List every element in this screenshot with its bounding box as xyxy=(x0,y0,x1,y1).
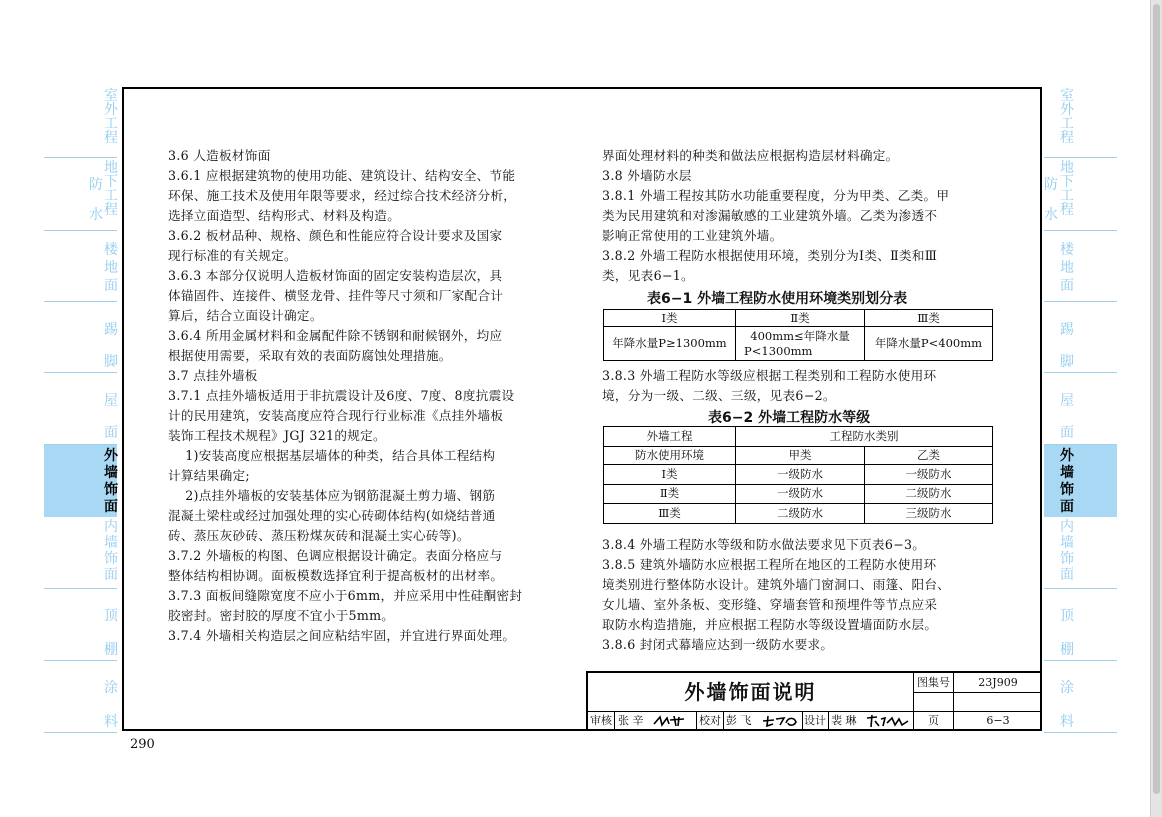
right-text-bottom xyxy=(602,535,1000,655)
text-line: 环保、施工技术及使用年限等要求，经过综合技术经济分析， xyxy=(168,188,517,203)
left-tab-roof[interactable]: 屋面 xyxy=(44,373,117,445)
right-text-column xyxy=(602,146,1000,286)
page-value: 6−3 xyxy=(986,714,1010,727)
right-text-middle xyxy=(602,366,1000,406)
table-cell: 年降水量P≥1300mm xyxy=(604,327,736,361)
table-6-1 xyxy=(603,309,993,361)
table-6-1-title: 表6−1 外墙工程防水使用环境类别划分表 xyxy=(647,291,908,307)
text-line: 3.6 人造板材饰面 xyxy=(168,148,271,163)
right-tab-exterior-works[interactable]: 室外工程 xyxy=(1044,88,1117,158)
text-line: 类为民用建筑和对渗漏敏感的工业建筑外墙。乙类为渗透不 xyxy=(602,208,938,223)
text-line: 影响正常使用的工业建筑外墙。 xyxy=(602,228,783,243)
text-line: 算后，结合立面设计确定。 xyxy=(168,308,323,323)
left-tab-underground-works[interactable]: 防水 地下工程 xyxy=(44,158,117,231)
text-line: 境，分为一级、二级、三级，见表6−2。 xyxy=(602,388,836,403)
text-line: 3.7.2 外墙板的构图、色调应根据设计确定。表面分格应与 xyxy=(168,548,503,563)
left-tab-exterior-wall-finish[interactable]: 外墙饰面 xyxy=(44,445,117,517)
text-line: 2)点挂外墙板的安装基体应为钢筋混凝土剪力墙、钢筋 xyxy=(168,488,496,503)
right-tab-skirting[interactable]: 踢脚 xyxy=(1044,302,1117,373)
left-tab-skirting[interactable]: 踢脚 xyxy=(44,302,117,373)
text-line: 计的民用建筑，安装高度应符合现行行业标准《点挂外墙板 xyxy=(168,408,504,423)
table-header-cell: Ⅱ类 xyxy=(736,310,865,327)
text-line: 装饰工程技术规程》JGJ 321的规定。 xyxy=(168,428,386,443)
reviewer-name: 张 辛 xyxy=(618,714,644,727)
text-line: 1)安装高度应根据基层墙体的种类，结合具体工程结构 xyxy=(168,448,496,463)
table-6-2-title: 表6−2 外墙工程防水等级 xyxy=(708,410,871,426)
table-header-cell: 乙类 xyxy=(865,447,993,465)
table-cell: Ⅲ类 xyxy=(604,504,736,524)
text-line: 3.7.1 点挂外墙板适用于非抗震设计及6度、7度、8度抗震设 xyxy=(168,388,515,403)
text-line: 体锚固件、连接件、横竖龙骨、挂件等尺寸须和厂家配合计 xyxy=(168,288,504,303)
text-line: 胶密封。密封胶的厚度不宜小于5mm。 xyxy=(168,608,395,623)
table-cell: 一级防水 xyxy=(736,484,865,504)
text-line: 3.6.2 板材品种、规格、颜色和性能应符合设计要求及国家 xyxy=(168,228,503,243)
text-line: 3.6.1 应根据建筑物的使用功能、建筑设计、结构安全、节能 xyxy=(168,168,516,183)
text-line: 混凝土梁柱或经过加强处理的实心砖砌体结构(如烧结普通 xyxy=(168,508,496,523)
text-line: 根据使用需要，采取有效的表面防腐蚀处理措施。 xyxy=(168,348,452,363)
text-line: 选择立面造型、结构形式、材料及构造。 xyxy=(168,208,401,223)
table-header-cell: 防水使用环境 xyxy=(604,447,736,465)
drawing-title: 外墙饰面说明 xyxy=(588,673,914,712)
text-line: 3.7 点挂外墙板 xyxy=(168,368,258,383)
text-line: 3.8.6 封闭式幕墙应达到一级防水要求。 xyxy=(602,637,834,652)
left-text-column xyxy=(168,146,588,646)
designer-signature xyxy=(865,714,911,729)
text-line: 砖、蒸压灰砂砖、蒸压粉煤灰砖和混凝土实心砖等)。 xyxy=(168,528,470,543)
right-tab-exterior-wall-finish[interactable]: 外墙饰面 xyxy=(1044,445,1117,517)
scrollbar-thumb[interactable] xyxy=(1153,4,1160,794)
blank-cell xyxy=(954,693,1042,712)
page-number: 290 xyxy=(130,737,155,752)
design-label: 设计 xyxy=(804,714,826,727)
table-cell: 三级防水 xyxy=(865,504,993,524)
text-line: 境类别进行整体防水设计。建筑外墙门窗洞口、雨篷、阳台、 xyxy=(602,577,951,592)
text-line: 3.8.1 外墙工程按其防水功能重要程度，分为甲类、乙类。甲 xyxy=(602,188,950,203)
right-tab-floor[interactable]: 楼地面 xyxy=(1044,231,1117,302)
left-tab-coating[interactable]: 涂料 xyxy=(44,661,117,733)
table-6-2 xyxy=(603,426,993,524)
text-line: 3.8.2 外墙工程防水根据使用环境，类别分为Ⅰ类、Ⅱ类和Ⅲ xyxy=(602,248,938,263)
table-cell: 二级防水 xyxy=(865,484,993,504)
text-line: 3.7.3 面板间缝隙宽度不应小于6mm，并应采用中性硅酮密封 xyxy=(168,588,523,603)
text-line: 现行标准的有关规定。 xyxy=(168,248,297,263)
left-tab-floor[interactable]: 楼地面 xyxy=(44,231,117,302)
right-tab-interior-wall-finish[interactable]: 内墙饰面 xyxy=(1044,517,1117,589)
text-line: 3.6.3 本部分仅说明人造板材饰面的固定安装构造层次，具 xyxy=(168,268,503,283)
text-line: 3.8.3 外墙工程防水等级应根据工程类别和工程防水使用环 xyxy=(602,368,937,383)
text-line: 类，见表6−1。 xyxy=(602,268,694,283)
text-line: 3.8.5 建筑外墙防水应根据工程所在地区的工程防水使用环 xyxy=(602,557,937,572)
table-header-cell: 外墙工程 xyxy=(604,427,736,447)
checker-name: 彭 飞 xyxy=(726,714,752,727)
review-label: 审核 xyxy=(590,714,612,727)
left-tab-exterior-works[interactable]: 室外工程 xyxy=(44,88,117,158)
text-line: 计算结果确定; xyxy=(168,468,250,483)
text-line: 3.8 外墙防水层 xyxy=(602,168,692,183)
text-line: 3.8.4 外墙工程防水等级和防水做法要求见下页表6−3。 xyxy=(602,537,926,552)
table-header-cell: Ⅲ类 xyxy=(865,310,993,327)
page-label: 页 xyxy=(914,712,954,731)
right-tab-roof[interactable]: 屋面 xyxy=(1044,373,1117,445)
checker-signature xyxy=(762,714,800,728)
table-header-cell: 工程防水类别 xyxy=(736,427,993,447)
right-tab-underground-works[interactable]: 防水 地下工程 xyxy=(1044,158,1117,231)
blank-cell xyxy=(914,693,954,712)
text-line: 界面处理材料的种类和做法应根据构造层材料确定。 xyxy=(602,148,899,163)
designer-name: 裴 琳 xyxy=(831,714,857,727)
title-block xyxy=(586,671,1042,731)
table-cell: 一级防水 xyxy=(865,465,993,485)
tab-side-label: 防水 xyxy=(1044,177,1058,223)
table-cell: 一级防水 xyxy=(736,465,865,485)
atlas-number-label: 图集号 xyxy=(914,673,954,693)
reviewer-signature xyxy=(652,714,686,728)
text-line: 取防水构造措施，并应根据工程防水等级设置墙面防水层。 xyxy=(602,617,938,632)
table-cell: Ⅰ类 xyxy=(604,465,736,485)
right-tab-coating[interactable]: 涂料 xyxy=(1044,661,1117,733)
table-cell: 年降水量P<400mm xyxy=(865,327,993,361)
signature-row xyxy=(588,712,914,731)
tab-side-label: 防水 xyxy=(89,177,103,223)
table-cell: 400mm≤年降水量 P<1300mm xyxy=(736,327,865,361)
text-line: 3.7.4 外墙相关构造层之间应粘结牢固，并宜进行界面处理。 xyxy=(168,628,516,643)
left-tab-ceiling[interactable]: 顶棚 xyxy=(44,589,117,661)
table-header-cell: 甲类 xyxy=(736,447,865,465)
text-line: 3.6.4 所用金属材料和金属配件除不锈钢和耐候钢外，均应 xyxy=(168,328,503,343)
text-line: 整体结构相协调。面板模数选择宜利于提高板材的出材率。 xyxy=(168,568,504,583)
text-line: 女儿墙、室外条板、变形缝、穿墙套管和预埋件等节点应采 xyxy=(602,597,938,612)
table-cell: Ⅱ类 xyxy=(604,484,736,504)
left-tab-interior-wall-finish[interactable]: 内墙饰面 xyxy=(44,517,117,589)
check-label: 校对 xyxy=(699,714,721,727)
table-header-cell: Ⅰ类 xyxy=(604,310,736,327)
right-tab-ceiling[interactable]: 顶棚 xyxy=(1044,589,1117,661)
table-cell: 二级防水 xyxy=(736,504,865,524)
atlas-number-value: 23J909 xyxy=(954,673,1042,693)
vertical-scrollbar[interactable] xyxy=(1150,0,1162,817)
